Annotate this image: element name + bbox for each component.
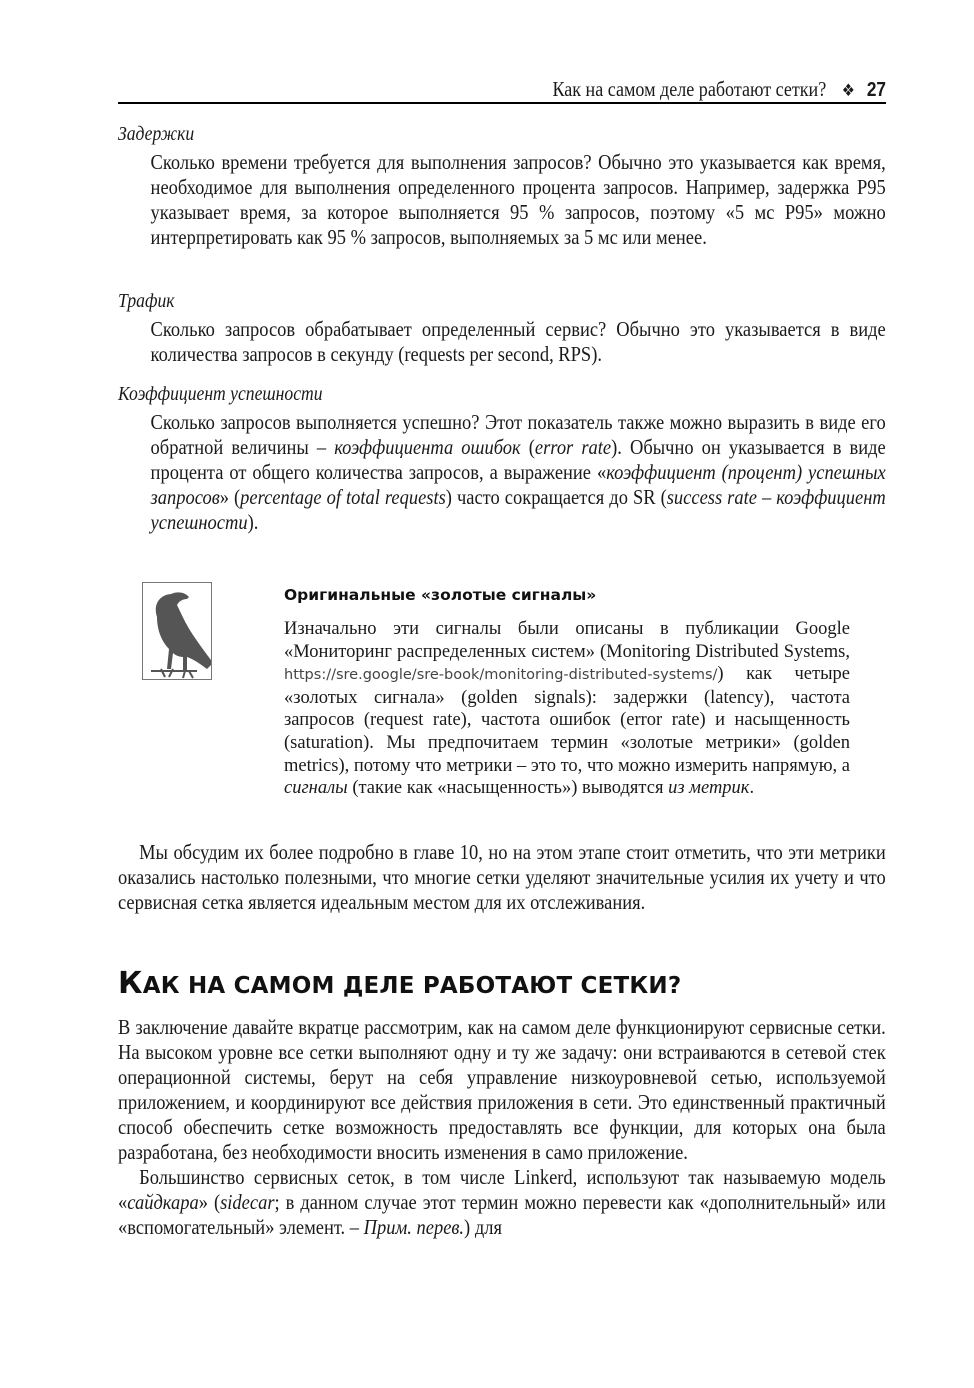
- running-head-title: Как на самом деле работают сетки?: [552, 77, 827, 101]
- definition-term: Трафик: [118, 290, 175, 312]
- crow-icon: [142, 582, 212, 680]
- note-body: [284, 582, 850, 800]
- diamond-ornament-icon: ❖: [841, 81, 855, 100]
- definition-traffic: [118, 289, 886, 367]
- section-body: [118, 1015, 886, 1240]
- note-text: Изначально эти сигналы были описаны в публикации Google «Мониторинг распределенных систем» (Monitoring Distributed Systems, https://sre.google/sre-book/monitoring-distributed-systems/) как четыре «золотых сигнала» (golden signals): задержки (latency), частота запросов (request rate), частота ошибок (error rate) и насыщенность (saturation). Мы предпочитаем термин «золотые метрики» (golden metrics), потому что метрики – это то, что можно измерить напрямую, а сигналы (такие как «насыщенность») выводятся из метрик.: [284, 619, 850, 799]
- definition-latency: [118, 122, 886, 250]
- note-title: Оригинальные «золотые сигналы»: [284, 586, 597, 604]
- body-paragraph: Мы обсудим их более подробно в главе 10, но на этом этапе стоит отметить, что эти метрики оказались настолько полезными, что многие сетки уделяют значительные усилия их учету и что сервисная сетка является идеальным местом для их отслеживания.: [118, 840, 886, 914]
- definition-term: Коэффициент успешности: [118, 383, 323, 405]
- note-link[interactable]: https://sre.google/sre-book/monitoring-distributed-systems/: [284, 667, 718, 684]
- section-heading: КАК НА САМОМ ДЕЛЕ РАБОТАЮТ СЕТКИ?: [118, 966, 682, 1001]
- definition-term: Задержки: [118, 123, 195, 145]
- definition-text: Сколько времени требуется для выполнения запросов? Обычно это указывается как время, необходимое для выполнения определенного процента запросов. Например, задержка P95 указывает время, за которое выполняется 95 % запросов, поэтому «5 мс P95» можно интерпретировать как 95 % запросов, выполняемых за 5 мс или менее.: [150, 150, 886, 249]
- page-number: 27: [866, 79, 886, 101]
- running-head: [226, 76, 886, 104]
- definition-success-rate: [118, 382, 886, 535]
- definition-text: Сколько запросов выполняется успешно? Этот показатель также можно выразить в виде его обратной величины – коэффициента ошибок (error rate). Обычно он указывается в виде процента от общего количества запросов, а выражение «коэффициент (процент) успешных запросов» (percentage of total requests) часто сокращается до SR (success rate – коэффициент успешности).: [150, 410, 886, 534]
- body-paragraph: В заключение давайте вкратце рассмотрим, как на самом деле функционируют сервисные сетки. На высоком уровне все сетки выполняют одну и ту же задачу: они встраиваются в сетевой стек операционной системы, берут на себя управление низкоуровневой сетью, используемой приложением, и координируют все действия приложения в сети. Это единственный практичный способ обеспечить сетке возможность предоставлять все функции, для которых она была разработана, без необходимости вносить изменения в само приложение.: [118, 1015, 886, 1164]
- header-rule: [118, 102, 886, 104]
- body-paragraph: Большинство сервисных сеток, в том числе Linkerd, используют так называемую модель «сайдкара» (sidecar; в данном случае этот термин можно перевести как «дополнительный» или «вспомогательный» элемент. – Прим. перев.) для: [118, 1165, 886, 1239]
- paragraph-after-note: [118, 840, 886, 915]
- definition-text: Сколько запросов обрабатывает определенный сервис? Обычно это указывается в виде количества запросов в секунду (requests per second, RPS).: [150, 317, 886, 366]
